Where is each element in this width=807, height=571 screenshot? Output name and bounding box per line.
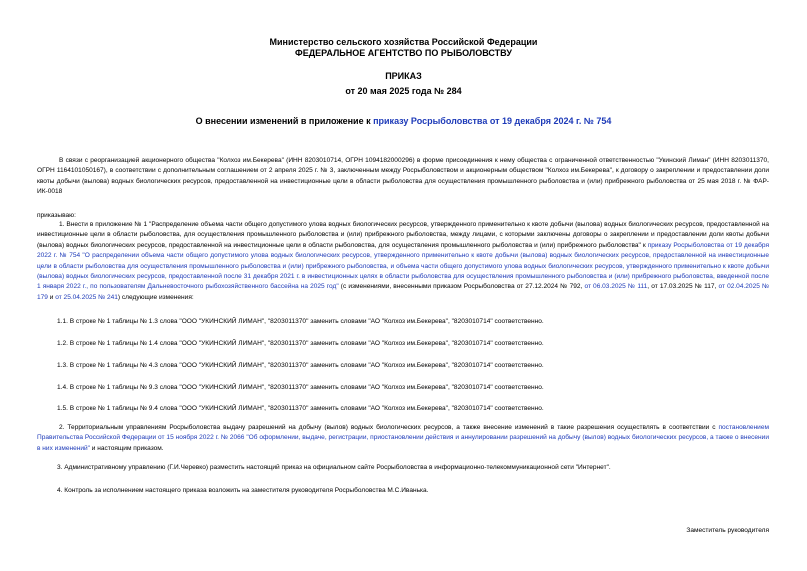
ministry-name: Министерство сельского хозяйства Российской Федерации [269,37,538,47]
item-3-paragraph: 3. Административному управлению (Г.И.Черевко) разместить настоящий приказ на официальном сайте Росрыболовства в информационно-телекоммуникационной сети "Интернет". [57,464,611,471]
item-2-paragraph [37,423,769,454]
item-1-text-d: и [47,293,56,301]
document-date: от 20 мая 2025 года № 284 [345,86,462,96]
item-1-order-title[interactable]: "О распределении объема части общего допустимого улова водных биологических ресурсов, утвержденного применительно к квоте добычи (вылова) водных биологических ресурсов, предоставленной на инвестиционные цели в области рыболовства для осуществления промышленного рыболовства и (или) прибрежного рыболовства, и объема части общего допустимого улова водных биологических ресурсов, утвержденного применительно к квоте добычи (вылова) водных биологических ресурсов, предоставленной после 31 декабря 2021 г. в инвестиционных целях в области рыболовства для осуществления промышленного рыболовства и (или) прибрежного рыболовства, введенной после 1 января 2022 г., по пользователям Дальневосточного рыбохозяйственного бассейна на 2025 год" [37,252,770,291]
order-word: приказываю: [37,212,76,219]
item-1-text-e: ) следующие изменения: [117,293,194,301]
amendment-link-111[interactable]: от 06.03.2025 № 111 [584,283,648,291]
preamble-paragraph: В связи с реорганизацией акционерного общества "Колхоз им.Бекерева" (ИНН 8203010714, ОГРН 1094182000296) в форме присоединения к нему общества с ограниченной ответственностью "Укинский Лиман" (ИНН 8203011370, ОГРН 1164101050167), в соответствии с дополнительным соглашением от 2 апреля 2025 г. № 3, заключенным между Росрыболовством и акционерным обществом "Колхоз им.Бекерева", к договору о закреплении и предоставлении доли квоты добычи (вылова) водных биологических ресурсов, предоставленной на инвестиционные цели в области рыболовства для осуществления промышленного рыболовства и (или) прибрежного рыболовства от 25 мая 2018 г. № ФАР-ИК-0018 [37,157,769,196]
document-title [0,116,807,126]
amendment-link-241[interactable]: от 25.04.2025 № 241 [55,293,118,301]
item-1-order-link[interactable]: приказу Росрыболовства от 19 декабря 2022 г. № 754 [37,241,769,260]
item-2-text-a: 2. Территориальным управлениям Росрыболовства выдачу разрешений на добычу (вылов) водных биологических ресурсов, а также внесение изменений в такие разрешения осуществлять в соответствии с [59,424,719,431]
government-decree-link[interactable]: постановлением Правительства Российской Федерации от 15 ноября 2022 г. № 2066 "Об оформлении, выдаче, регистрации, приостановлении действия и аннулировании разрешений на добычу (вылов) водных биологических ресурсов, а также о внесении в них изменений" [37,424,769,452]
item-1-paragraph [37,220,769,303]
item-1-text-a: 1. Внести в приложение № 1 "Распределение объема части общего допустимого улова водных биологических ресурсов, утвержденного применительно к квоте добычи (вылова) водных биологических ресурсов, предоставленной на инвестиционные цели в области рыболовства, для осуществления промышленного рыболовства и (или) прибрежного рыболовства, между лицами, с которыми заключены договоры о закреплении и предоставлении доли квоты добычи (вылова) водных биологических ресурсов, предоставленной на инвестиционные цели в области рыболовства, для осуществления промышленного рыболовства и (или) прибрежного рыболовства" к [37,221,769,249]
title-link[interactable]: приказу Росрыболовства от 19 декабря 2024 г. № 754 [373,116,612,126]
subitem-1-4: 1.4. В строке № 1 таблицы № 9.3 слова "ООО "УКИНСКИЙ ЛИМАН", "8203011370" заменить словами "АО "Колхоз им.Бекерева", "8203010714" соответственно. [57,384,544,391]
subitem-1-1: 1.1. В строке № 1 таблицы № 1.3 слова "ООО "УКИНСКИЙ ЛИМАН", "8203011370" заменить словами "АО "Колхоз им.Бекерева", "8203010714" соответственно. [57,318,544,325]
amendment-link-179[interactable]: от 02.04.2025 № 179 [37,283,769,301]
title-prefix: О внесении изменений в приложение к [195,116,374,126]
subitem-1-2: 1.2. В строке № 1 таблицы № 1.4 слова "ООО "УКИНСКИЙ ЛИМАН", "8203011370" заменить словами "АО "Колхоз им.Бекерева", "8203010714" соответственно. [57,340,544,347]
signature-position: Заместитель руководителя [686,527,769,534]
item-2-text-b: и настоящим приказом. [89,444,164,452]
item-1-text-c: , от 17.03.2025 № 117, [647,283,719,291]
item-4-paragraph: 4. Контроль за исполнением настоящего приказа возложить на заместителя руководителя Росрыболовства М.С.Иванька. [57,487,429,494]
agency-name: ФЕДЕРАЛЬНОЕ АГЕНТСТВО ПО РЫБОЛОВСТВУ [295,48,512,58]
subitem-1-3: 1.3. В строке № 1 таблицы № 4.3 слова "ООО "УКИНСКИЙ ЛИМАН", "8203011370" заменить словами "АО "Колхоз им.Бекерева", "8203010714" соответственно. [57,362,544,369]
item-1-text-b: (с изменениями, внесенными приказом Росрыболовства от 27.12.2024 № 792, [338,283,585,291]
subitem-1-5: 1.5. В строке № 1 таблицы № 9.4 слова "ООО "УКИНСКИЙ ЛИМАН", "8203011370" заменить словами "АО "Колхоз им.Бекерева", "8203010714" соответственно. [57,405,544,412]
document-type: ПРИКАЗ [385,71,422,81]
